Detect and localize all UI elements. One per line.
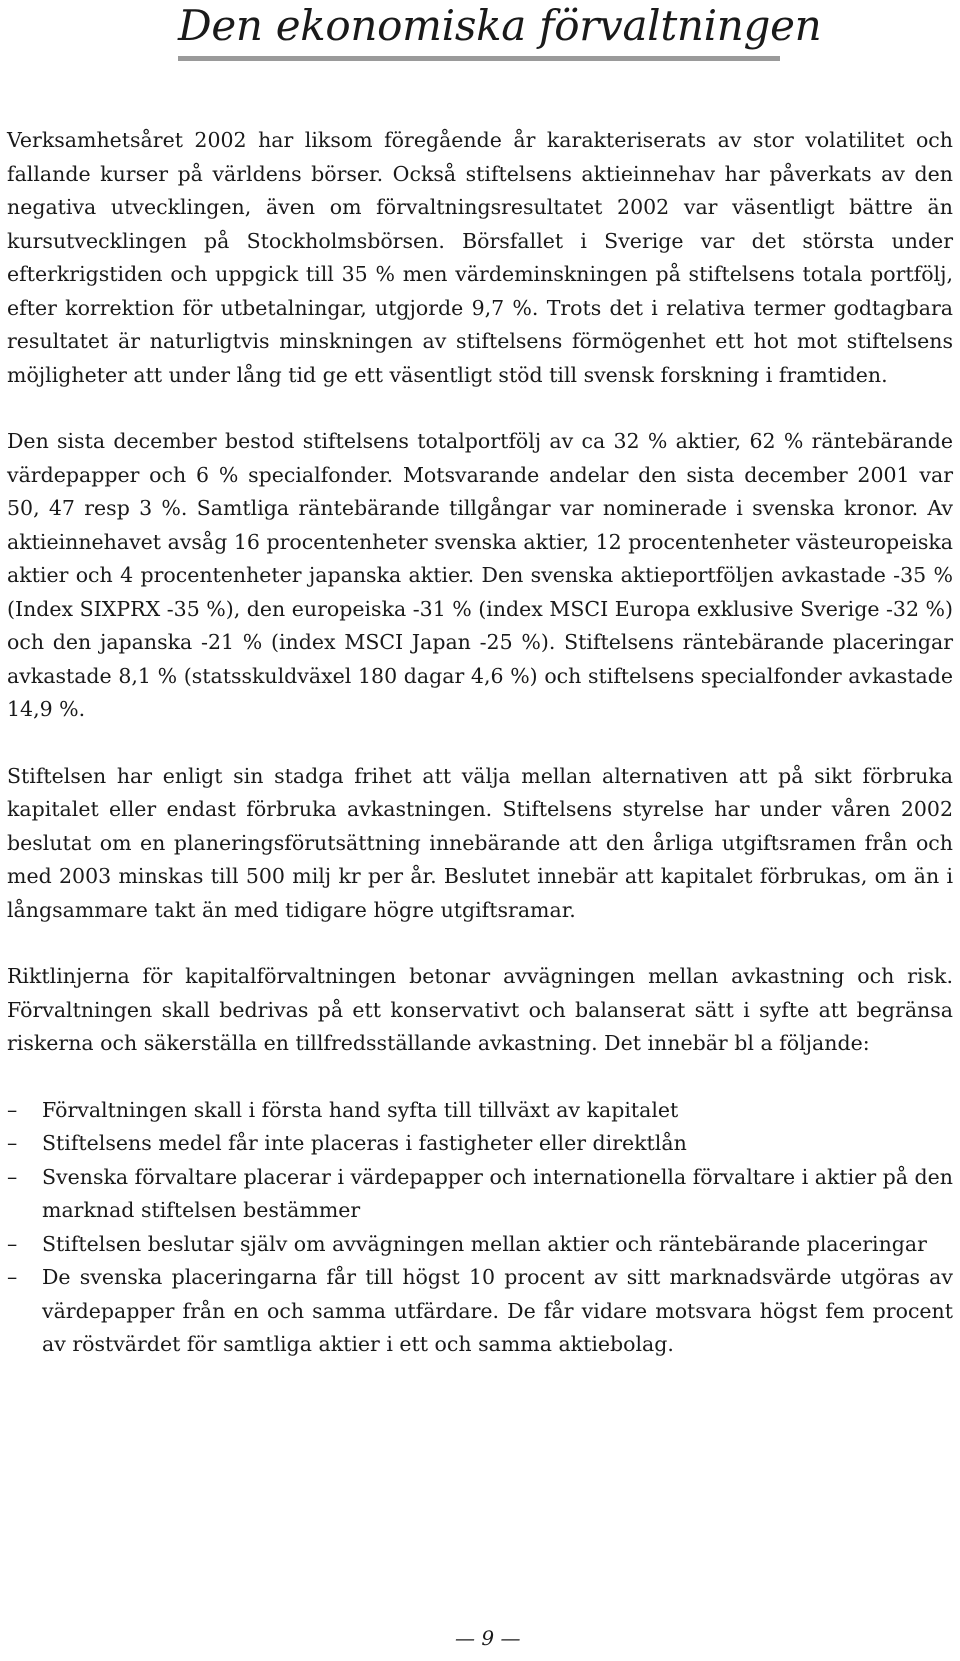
paragraph-guidelines-intro: Riktlinjerna för kapitalförvaltningen betonar avvägningen mellan avkastning och risk. Förvaltningen skall bedrivas på ett konservativt och balanserat sätt i syfte att begränsa riskerna och säkerställa en tillfredsställande avkastning. Det innebär bl a följande: xyxy=(7,964,953,1055)
paragraph-market-overview: Verksamhetsåret 2002 har liksom föregående år karakteriserats av stor volatilitet och fallande kurser på världens börser. Också stiftelsens aktieinnehav har påverkats av den negativa utvecklingen, även om förvaltningsresultatet 2002 var väsentligt bättre än kursutvecklingen på Stockholmsbörsen. Börsfallet i Sverige var det största under efterkrigstiden och uppgick till 35 % men värdeminskningen på stiftelsens totala portfölj, efter korrektion för utbetalningar, utgjorde 9,7 %. Trots det i relativa termer godtagbara resultatet är naturligtvis minskningen av stiftelsens förmögenhet ett hot mot stiftelsens möjligheter att under lång tid ge ett väsentligt stöd till svensk forskning i framtiden. xyxy=(7,128,953,387)
list-item-text: Stiftelsen beslutar själv om avvägningen mellan aktier och räntebärande placeringar xyxy=(42,1231,927,1256)
dash-bullet: – xyxy=(7,1131,18,1155)
guidelines-list xyxy=(7,1094,953,1362)
page-title: Den ekonomiska förvaltningen xyxy=(178,1,822,50)
document-body xyxy=(7,124,953,1362)
list-item xyxy=(7,1161,953,1228)
list-item xyxy=(7,1261,953,1362)
list-item xyxy=(7,1127,953,1161)
list-item-text: Stiftelsens medel får inte placeras i fastigheter eller direktlån xyxy=(42,1131,687,1155)
dash-bullet: – xyxy=(7,1265,18,1289)
paragraph-portfolio-allocation: Den sista december bestod stiftelsens totalportfölj av ca 32 % aktier, 62 % räntebärande värdepapper och 6 % specialfonder. Motsvarande andelar den sista december 2001 var 50, 47 resp 3 %. Samtliga räntebärande tillgångar var nominerade i svenska kronor. Av aktieinnehavet avsåg 16 procentenheter svenska aktier, 12 procentenheter västeuropeiska aktier och 4 procentenheter japanska aktier. Den svenska aktieportföljen avkastade -35 % (Index SIXPRX -35 %), den europeiska -31 % (index MSCI Europa exklusive Sverige -32 %) och den japanska -21 % (index MSCI Japan -25 %). Stiftelsens räntebärande placeringar avkastade 8,1 % (statsskuldväxel 180 dagar 4,6 %) och stiftelsens specialfonder avkastade 14,9 %. xyxy=(7,429,953,721)
page-number: — 9 — xyxy=(455,1626,521,1650)
dash-bullet: – xyxy=(7,1164,18,1189)
paragraph-spending-policy: Stiftelsen har enligt sin stadga frihet att välja mellan alternativen att på sikt förbruka kapitalet eller endast förbruka avkastningen. Stiftelsens styrelse har under våren 2002 beslutat om en planeringsförutsättning innebärande att den årliga utgiftsramen från och med 2003 minskas till 500 milj kr per år. Beslutet innebär att kapitalet förbrukas, om än i långsammare takt än med tidigare högre utgiftsramar. xyxy=(7,763,953,922)
list-item xyxy=(7,1228,953,1262)
dash-bullet: – xyxy=(7,1097,18,1122)
title-rule xyxy=(178,56,780,61)
list-item-text: De svenska placeringarna får till högst 10 procent av sitt marknadsvärde utgöras av värdepapper från en och samma utfärdare. De får vidare motsvara högst fem procent av röstvärdet för samtliga aktier i ett och samma aktiebolag. xyxy=(42,1265,953,1356)
list-item xyxy=(7,1094,953,1128)
dash-bullet: – xyxy=(7,1231,18,1256)
list-item-text: Förvaltningen skall i första hand syfta till tillväxt av kapitalet xyxy=(42,1097,679,1122)
list-item-text: Svenska förvaltare placerar i värdepapper och internationella förvaltare i aktier på den marknad stiftelsen bestämmer xyxy=(42,1164,953,1222)
